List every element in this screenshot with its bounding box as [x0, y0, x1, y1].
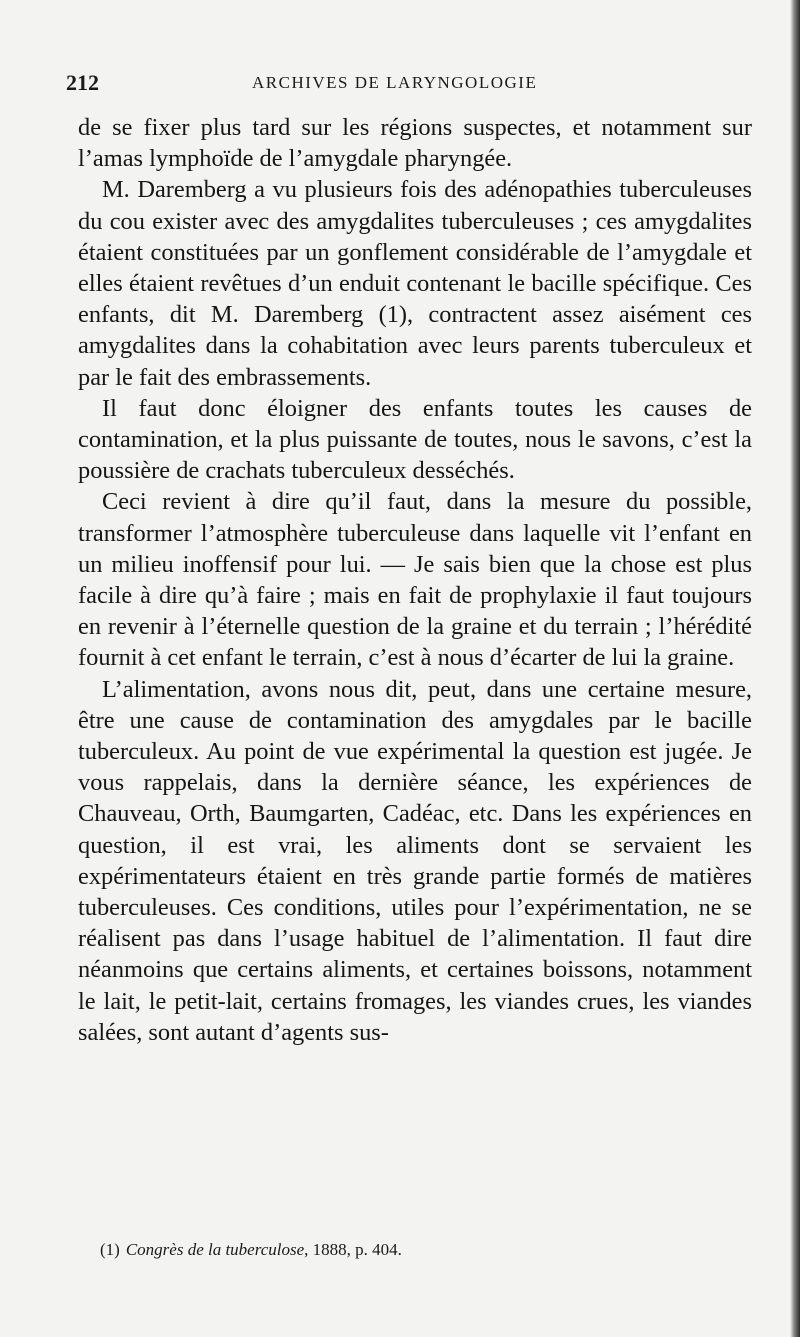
page-number: 212	[66, 70, 99, 95]
body-text	[78, 112, 752, 1048]
paragraph-alimentation: L’alimentation, avons nous dit, peut, dans une certaine mesure, être une cause de contamination des amygdales par le bacille tuberculeux. Au point de vue expérimental la question est jugée. Je vous rappelais, dans la dernière séance, les expériences de Chauveau, Orth, Baumgarten, Cadéac, etc. Dans les expériences en question, il est vrai, les aliments dont se servaient les expérimentateurs étaient en très grande partie formés de matières tuberculeuses. Ces conditions, utiles pour l’expérimentation, ne se réalisent pas dans l’usage habituel de l’alimentation. Il faut dire néanmoins que certains aliments, et certaines boissons, notamment le lait, le petit-lait, certains fromages, les viandes crues, les viandes salées, sont autant d’agents sus-	[78, 675, 752, 1046]
paragraph-continuation: de se fixer plus tard sur les régions suspectes, et notamment sur l’amas lymphoïde de l’amygdale pharyngée.	[78, 114, 752, 173]
paragraph-prophylaxie: Ceci revient à dire qu’il faut, dans la mesure du possible, transformer l’atmosphère tuberculeuse dans laquelle vit l’enfant en un milieu inoffensif pour lui. — Je sais bien que la chose est plus facile à dire qu’à faire ; mais en fait de prophylaxie il faut toujours en revenir à l’éternelle question de la graine et du terrain ; l’hérédité fournit à cet enfant le terrain, c’est à nous d’écarter de lui la graine.	[78, 488, 752, 672]
footnote-mark: (1)	[100, 1240, 120, 1259]
footnote-source: Congrès de la tuberculose	[125, 1240, 305, 1259]
page-edge-shadow	[790, 0, 800, 1337]
paragraph-contamination: Il faut donc éloigner des enfants toutes les causes de contamination, et la plus puissante de toutes, nous le savons, c’est la poussière de crachats tuberculeux desséchés.	[78, 394, 752, 485]
paragraph-daremberg: M. Daremberg a vu plusieurs fois des adénopathies tuberculeuses du cou exister avec des amygdalites tuberculeuses ; ces amygdalites étaient constituées par un gonflement considérable de l’amygdale et elles étaient revêtues d’un enduit contenant le bacille spécifique. Ces enfants, dit M. Daremberg (1), contractent assez aisément ces amygdalites dans la cohabitation avec leurs parents tuberculeux et par le fait des embrassements.	[78, 176, 752, 391]
running-title: ARCHIVES DE LARYNGOLOGIE	[252, 73, 538, 92]
footnote	[100, 1240, 740, 1260]
footnote-details: , 1888, p. 404.	[304, 1240, 402, 1259]
page-header	[66, 70, 756, 100]
